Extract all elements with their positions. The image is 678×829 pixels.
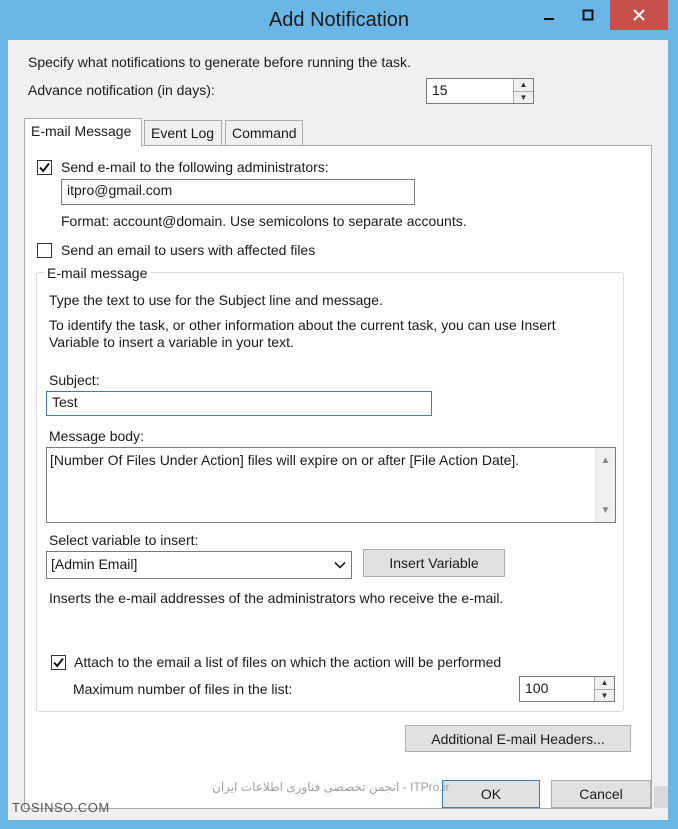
watermark-itpro: انجمن تخصصی فناوری اطلاعات ایران - ITPro.ir <box>212 780 450 794</box>
email-message-group-title: E-mail message <box>44 265 150 281</box>
admins-email-input[interactable]: itpro@gmail.com <box>61 179 415 205</box>
subject-label: Subject: <box>49 372 100 388</box>
checkmark-icon <box>38 161 51 174</box>
close-icon <box>633 9 645 21</box>
advance-notification-label: Advance notification (in days): <box>28 82 215 98</box>
max-files-value[interactable]: 100 <box>525 680 549 696</box>
variable-selected-value[interactable]: [Admin Email] <box>51 556 138 572</box>
spin-up-icon[interactable]: ▲ <box>594 677 614 690</box>
variable-description: Inserts the e-mail addresses of the administrators who receive the e-mail. <box>49 590 504 606</box>
minimize-button[interactable] <box>532 0 566 30</box>
tab-command[interactable]: Command <box>225 120 303 145</box>
spin-down-icon[interactable]: ▼ <box>594 690 614 702</box>
maximize-button[interactable] <box>571 0 605 30</box>
advance-notification-spinner[interactable] <box>426 78 534 104</box>
message-body-text[interactable]: [Number Of Files Under Action] files will expire on or after [File Action Date]. <box>50 452 520 468</box>
message-body-textarea[interactable] <box>46 447 616 523</box>
attach-files-label: Attach to the email a list of files on which the action will be performed <box>74 654 502 670</box>
spin-up-icon[interactable]: ▲ <box>513 79 533 92</box>
minimize-icon <box>543 9 555 21</box>
advance-notification-value[interactable]: 15 <box>432 82 448 98</box>
attach-files-checkbox[interactable] <box>51 655 66 670</box>
subject-input[interactable]: Test <box>46 391 432 416</box>
tab-event-log[interactable]: Event Log <box>144 120 222 145</box>
max-files-label: Maximum number of files in the list: <box>73 681 293 697</box>
instructions-line-3: Variable to insert a variable in your text. <box>49 334 294 350</box>
insert-variable-button[interactable]: Insert Variable <box>363 549 505 577</box>
send-admins-label: Send e-mail to the following administrators: <box>61 159 329 175</box>
close-button[interactable] <box>610 0 668 30</box>
chevron-down-icon[interactable] <box>332 555 348 575</box>
max-files-spinner[interactable] <box>519 676 615 702</box>
ok-button[interactable]: OK <box>442 780 540 808</box>
scroll-down-icon[interactable]: ▼ <box>600 504 611 516</box>
instructions-line-1: Type the text to use for the Subject line and message. <box>49 292 383 308</box>
email-message-panel <box>24 145 652 809</box>
resize-grip[interactable] <box>654 786 668 808</box>
tab-email-message[interactable]: E-mail Message <box>24 118 142 147</box>
cancel-button[interactable]: Cancel <box>551 780 651 808</box>
send-admins-checkbox[interactable] <box>37 160 52 175</box>
send-users-checkbox[interactable] <box>37 243 52 258</box>
checkmark-icon <box>52 656 65 669</box>
send-users-label: Send an email to users with affected files <box>61 242 316 258</box>
instructions-line-2: To identify the task, or other information about the current task, you can use Insert <box>49 317 556 333</box>
message-body-scrollbar[interactable] <box>595 448 615 522</box>
window-title: Add Notification <box>268 9 410 31</box>
watermark-tosinso: TOSINSO.COM <box>12 800 110 815</box>
dialog-client-area <box>8 40 668 820</box>
maximize-icon <box>582 9 594 21</box>
scroll-up-icon[interactable]: ▲ <box>600 454 611 466</box>
select-variable-label: Select variable to insert: <box>49 532 199 548</box>
message-body-label: Message body: <box>49 428 144 444</box>
format-hint: Format: account@domain. Use semicolons to separate accounts. <box>61 213 467 229</box>
variable-select[interactable] <box>46 551 352 579</box>
intro-text: Specify what notifications to generate before running the task. <box>28 54 411 70</box>
spin-down-icon[interactable]: ▼ <box>513 92 533 104</box>
additional-email-headers-button[interactable]: Additional E-mail Headers... <box>405 725 631 752</box>
title-bar[interactable] <box>0 0 678 40</box>
